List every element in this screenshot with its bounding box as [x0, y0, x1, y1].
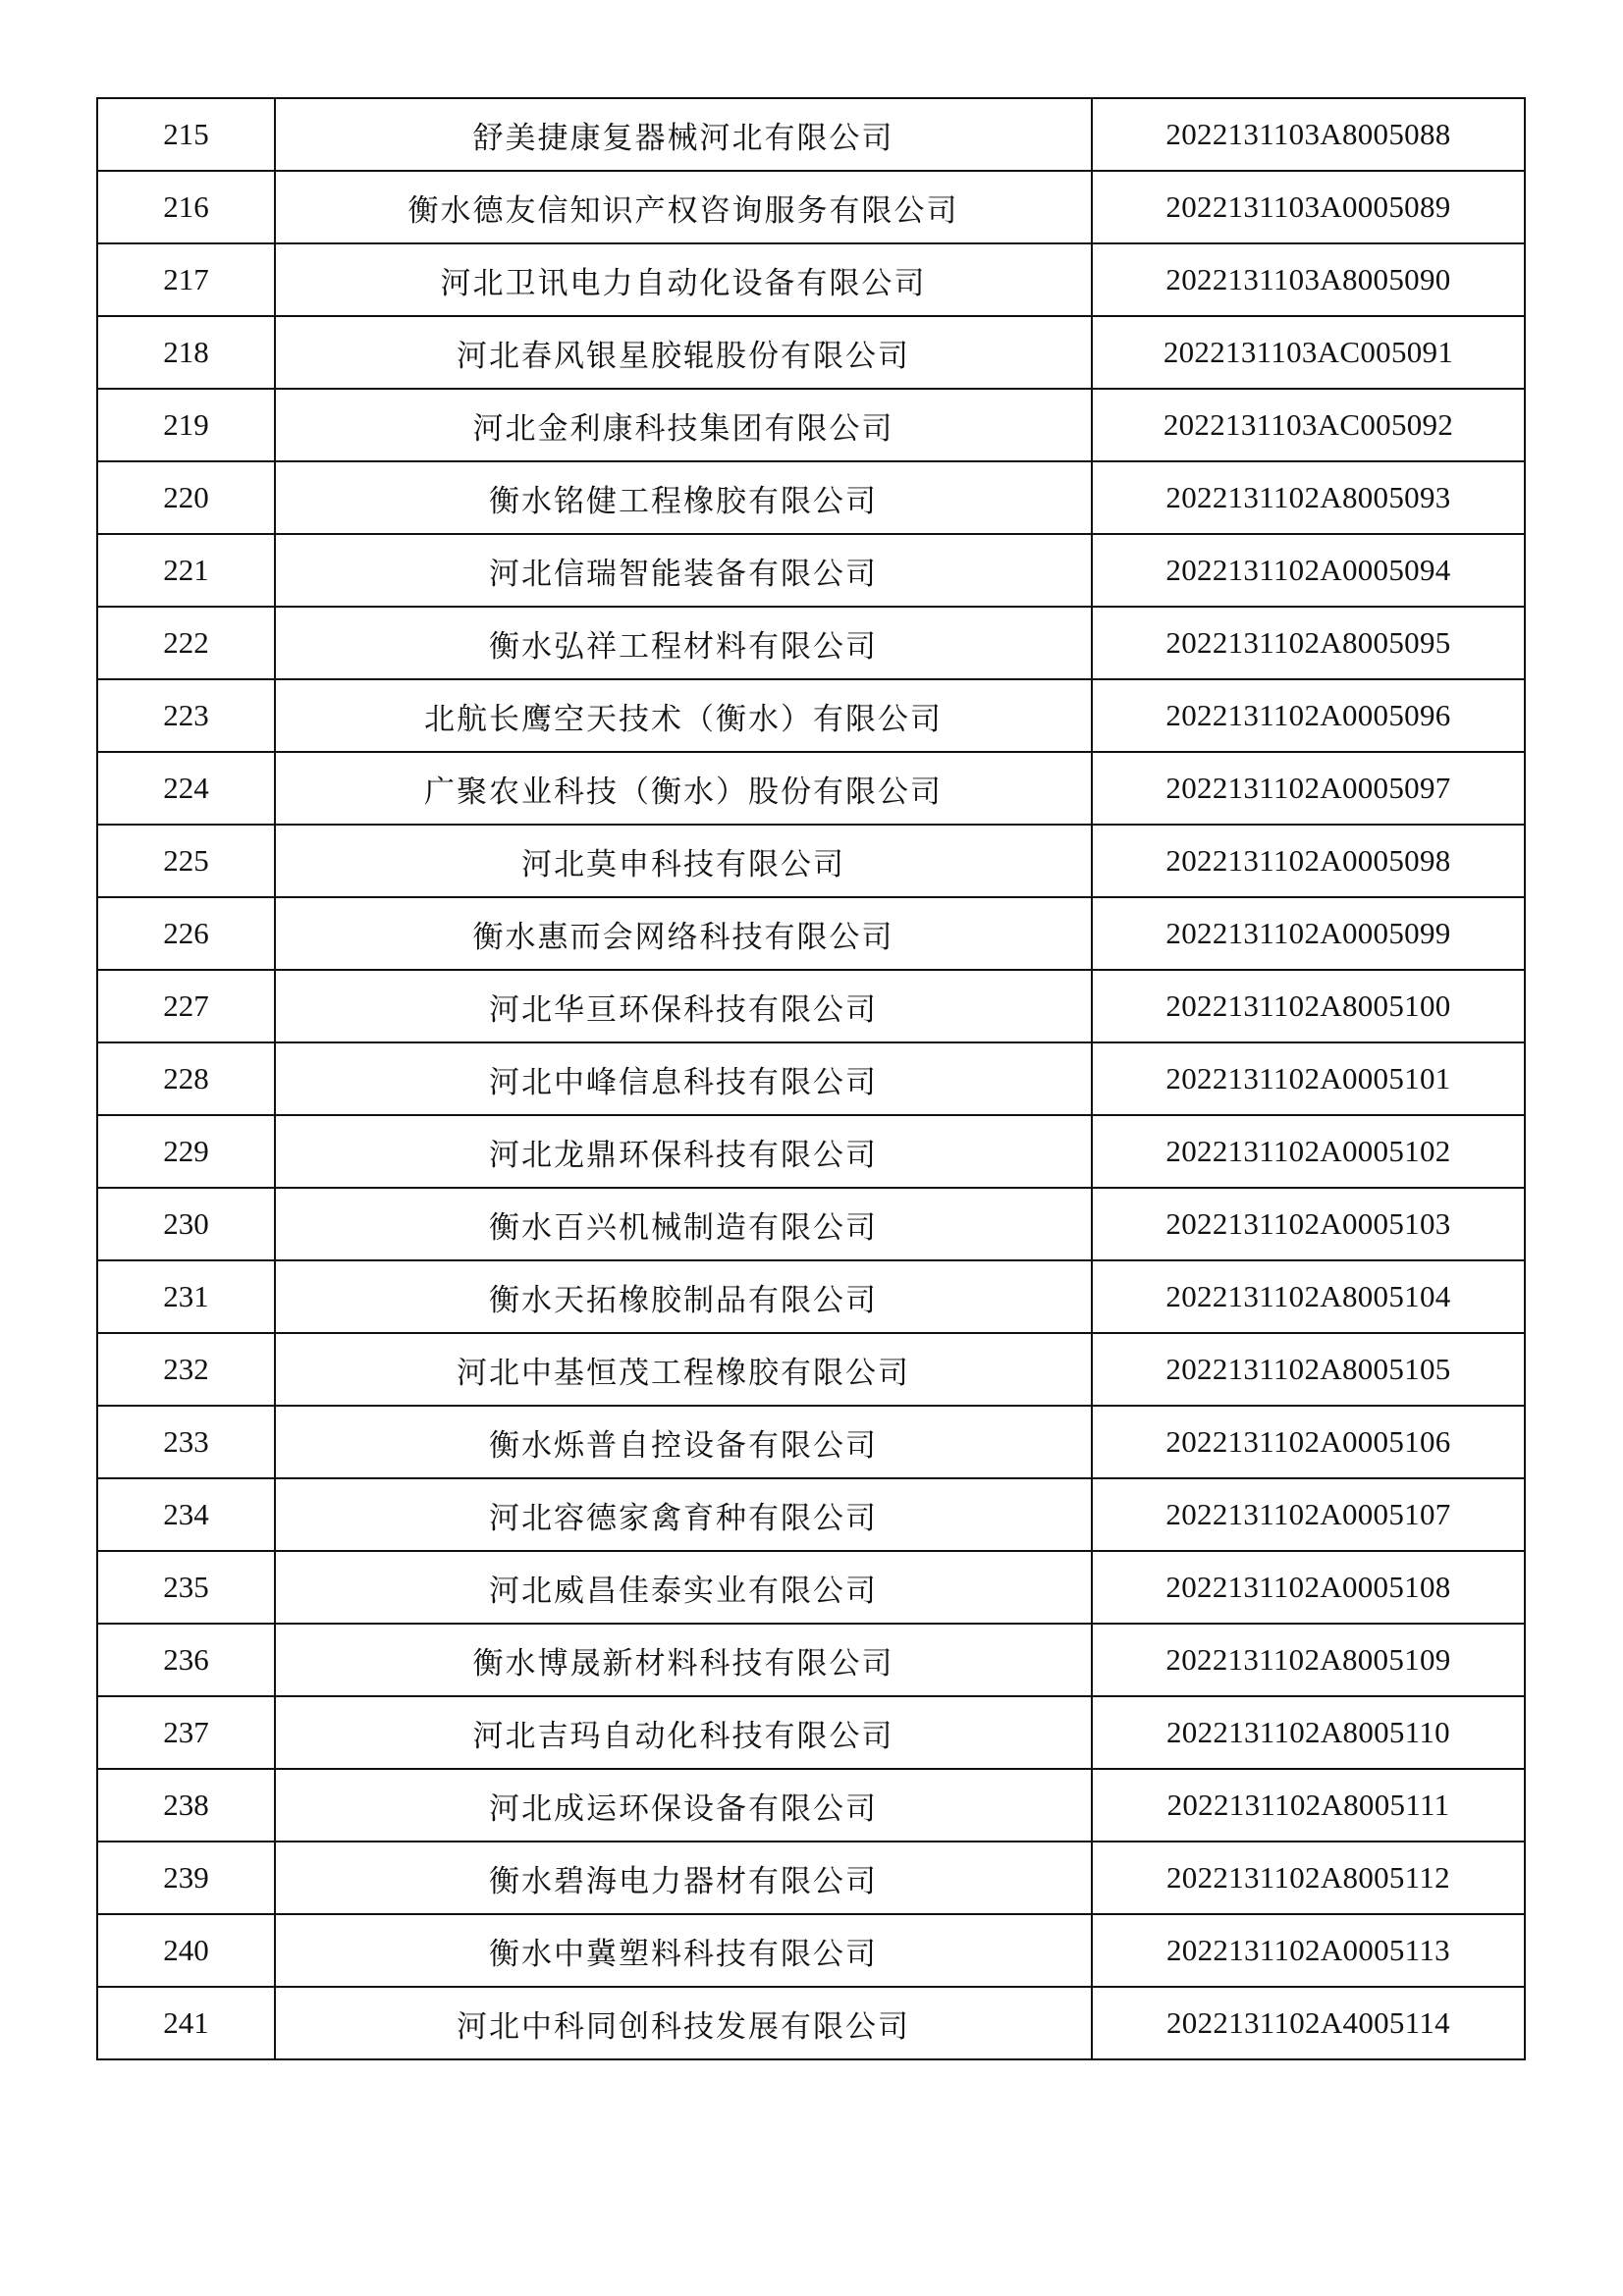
registration-code: 2022131102A8005104 — [1092, 1260, 1525, 1333]
company-name: 舒美捷康复器械河北有限公司 — [275, 98, 1092, 171]
row-number: 236 — [97, 1624, 275, 1696]
row-number: 217 — [97, 243, 275, 316]
company-name: 河北华亘环保科技有限公司 — [275, 970, 1092, 1042]
company-name: 河北金利康科技集团有限公司 — [275, 389, 1092, 461]
registration-code: 2022131102A8005100 — [1092, 970, 1525, 1042]
table-row — [97, 607, 1525, 679]
row-number: 239 — [97, 1842, 275, 1914]
company-name: 衡水烁普自控设备有限公司 — [275, 1406, 1092, 1478]
row-number: 226 — [97, 897, 275, 970]
row-number: 237 — [97, 1696, 275, 1769]
table-row — [97, 1188, 1525, 1260]
row-number: 225 — [97, 825, 275, 897]
registration-code: 2022131102A0005094 — [1092, 534, 1525, 607]
table-row — [97, 98, 1525, 171]
table-row — [97, 461, 1525, 534]
row-number: 231 — [97, 1260, 275, 1333]
company-name: 河北威昌佳泰实业有限公司 — [275, 1551, 1092, 1624]
row-number: 219 — [97, 389, 275, 461]
registration-code: 2022131102A0005107 — [1092, 1478, 1525, 1551]
registration-code: 2022131102A0005102 — [1092, 1115, 1525, 1188]
company-name: 河北中基恒茂工程橡胶有限公司 — [275, 1333, 1092, 1406]
registration-code: 2022131102A0005096 — [1092, 679, 1525, 752]
registration-code: 2022131102A8005093 — [1092, 461, 1525, 534]
row-number: 227 — [97, 970, 275, 1042]
company-name: 衡水中冀塑料科技有限公司 — [275, 1914, 1092, 1987]
table-row — [97, 679, 1525, 752]
row-number: 238 — [97, 1769, 275, 1842]
table-row — [97, 825, 1525, 897]
company-name: 河北吉玛自动化科技有限公司 — [275, 1696, 1092, 1769]
table-row — [97, 1551, 1525, 1624]
company-name: 广聚农业科技（衡水）股份有限公司 — [275, 752, 1092, 825]
table-row — [97, 171, 1525, 243]
table-row — [97, 1333, 1525, 1406]
row-number: 216 — [97, 171, 275, 243]
registration-code: 2022131103AC005092 — [1092, 389, 1525, 461]
table-row — [97, 316, 1525, 389]
table-row — [97, 897, 1525, 970]
row-number: 228 — [97, 1042, 275, 1115]
registration-code: 2022131102A8005109 — [1092, 1624, 1525, 1696]
company-name: 河北中科同创科技发展有限公司 — [275, 1987, 1092, 2059]
row-number: 235 — [97, 1551, 275, 1624]
table-row — [97, 1769, 1525, 1842]
table-row — [97, 1115, 1525, 1188]
row-number: 232 — [97, 1333, 275, 1406]
company-name: 河北容德家禽育种有限公司 — [275, 1478, 1092, 1551]
registration-code: 2022131103AC005091 — [1092, 316, 1525, 389]
row-number: 229 — [97, 1115, 275, 1188]
registration-code: 2022131102A0005113 — [1092, 1914, 1525, 1987]
registration-code: 2022131102A0005108 — [1092, 1551, 1525, 1624]
company-name: 河北龙鼎环保科技有限公司 — [275, 1115, 1092, 1188]
table-row — [97, 1914, 1525, 1987]
registration-code: 2022131102A0005097 — [1092, 752, 1525, 825]
table-row — [97, 752, 1525, 825]
table-row — [97, 1842, 1525, 1914]
row-number: 230 — [97, 1188, 275, 1260]
registration-code: 2022131102A0005101 — [1092, 1042, 1525, 1115]
table-row — [97, 1624, 1525, 1696]
row-number: 224 — [97, 752, 275, 825]
row-number: 222 — [97, 607, 275, 679]
table-row — [97, 1696, 1525, 1769]
table-row — [97, 1478, 1525, 1551]
registration-code: 2022131102A0005098 — [1092, 825, 1525, 897]
row-number: 233 — [97, 1406, 275, 1478]
registration-code: 2022131103A0005089 — [1092, 171, 1525, 243]
registration-code: 2022131103A8005088 — [1092, 98, 1525, 171]
company-name: 河北莫申科技有限公司 — [275, 825, 1092, 897]
company-name: 衡水惠而会网络科技有限公司 — [275, 897, 1092, 970]
company-name: 衡水弘祥工程材料有限公司 — [275, 607, 1092, 679]
table-row — [97, 970, 1525, 1042]
registration-code: 2022131102A0005106 — [1092, 1406, 1525, 1478]
registration-code: 2022131102A8005112 — [1092, 1842, 1525, 1914]
table-body — [97, 98, 1525, 2059]
table-row — [97, 389, 1525, 461]
registration-code: 2022131102A4005114 — [1092, 1987, 1525, 2059]
table-row — [97, 1406, 1525, 1478]
row-number: 234 — [97, 1478, 275, 1551]
company-name: 衡水铭健工程橡胶有限公司 — [275, 461, 1092, 534]
row-number: 215 — [97, 98, 275, 171]
registration-code: 2022131103A8005090 — [1092, 243, 1525, 316]
enterprise-table — [96, 97, 1526, 2060]
company-name: 衡水博晟新材料科技有限公司 — [275, 1624, 1092, 1696]
table-row — [97, 243, 1525, 316]
table-row — [97, 1260, 1525, 1333]
table-row — [97, 1987, 1525, 2059]
row-number: 241 — [97, 1987, 275, 2059]
registration-code: 2022131102A8005095 — [1092, 607, 1525, 679]
registration-code: 2022131102A0005103 — [1092, 1188, 1525, 1260]
row-number: 220 — [97, 461, 275, 534]
company-name: 北航长鹰空天技术（衡水）有限公司 — [275, 679, 1092, 752]
row-number: 221 — [97, 534, 275, 607]
registration-code: 2022131102A8005110 — [1092, 1696, 1525, 1769]
company-name: 河北中峰信息科技有限公司 — [275, 1042, 1092, 1115]
registration-code: 2022131102A0005099 — [1092, 897, 1525, 970]
row-number: 218 — [97, 316, 275, 389]
company-name: 衡水碧海电力器材有限公司 — [275, 1842, 1092, 1914]
company-name: 河北春风银星胶辊股份有限公司 — [275, 316, 1092, 389]
company-name: 河北卫讯电力自动化设备有限公司 — [275, 243, 1092, 316]
company-name: 衡水德友信知识产权咨询服务有限公司 — [275, 171, 1092, 243]
table-row — [97, 1042, 1525, 1115]
company-name: 河北信瑞智能装备有限公司 — [275, 534, 1092, 607]
row-number: 223 — [97, 679, 275, 752]
row-number: 240 — [97, 1914, 275, 1987]
company-name: 河北成运环保设备有限公司 — [275, 1769, 1092, 1842]
table-row — [97, 534, 1525, 607]
registration-code: 2022131102A8005111 — [1092, 1769, 1525, 1842]
registration-code: 2022131102A8005105 — [1092, 1333, 1525, 1406]
company-name: 衡水天拓橡胶制品有限公司 — [275, 1260, 1092, 1333]
company-name: 衡水百兴机械制造有限公司 — [275, 1188, 1092, 1260]
